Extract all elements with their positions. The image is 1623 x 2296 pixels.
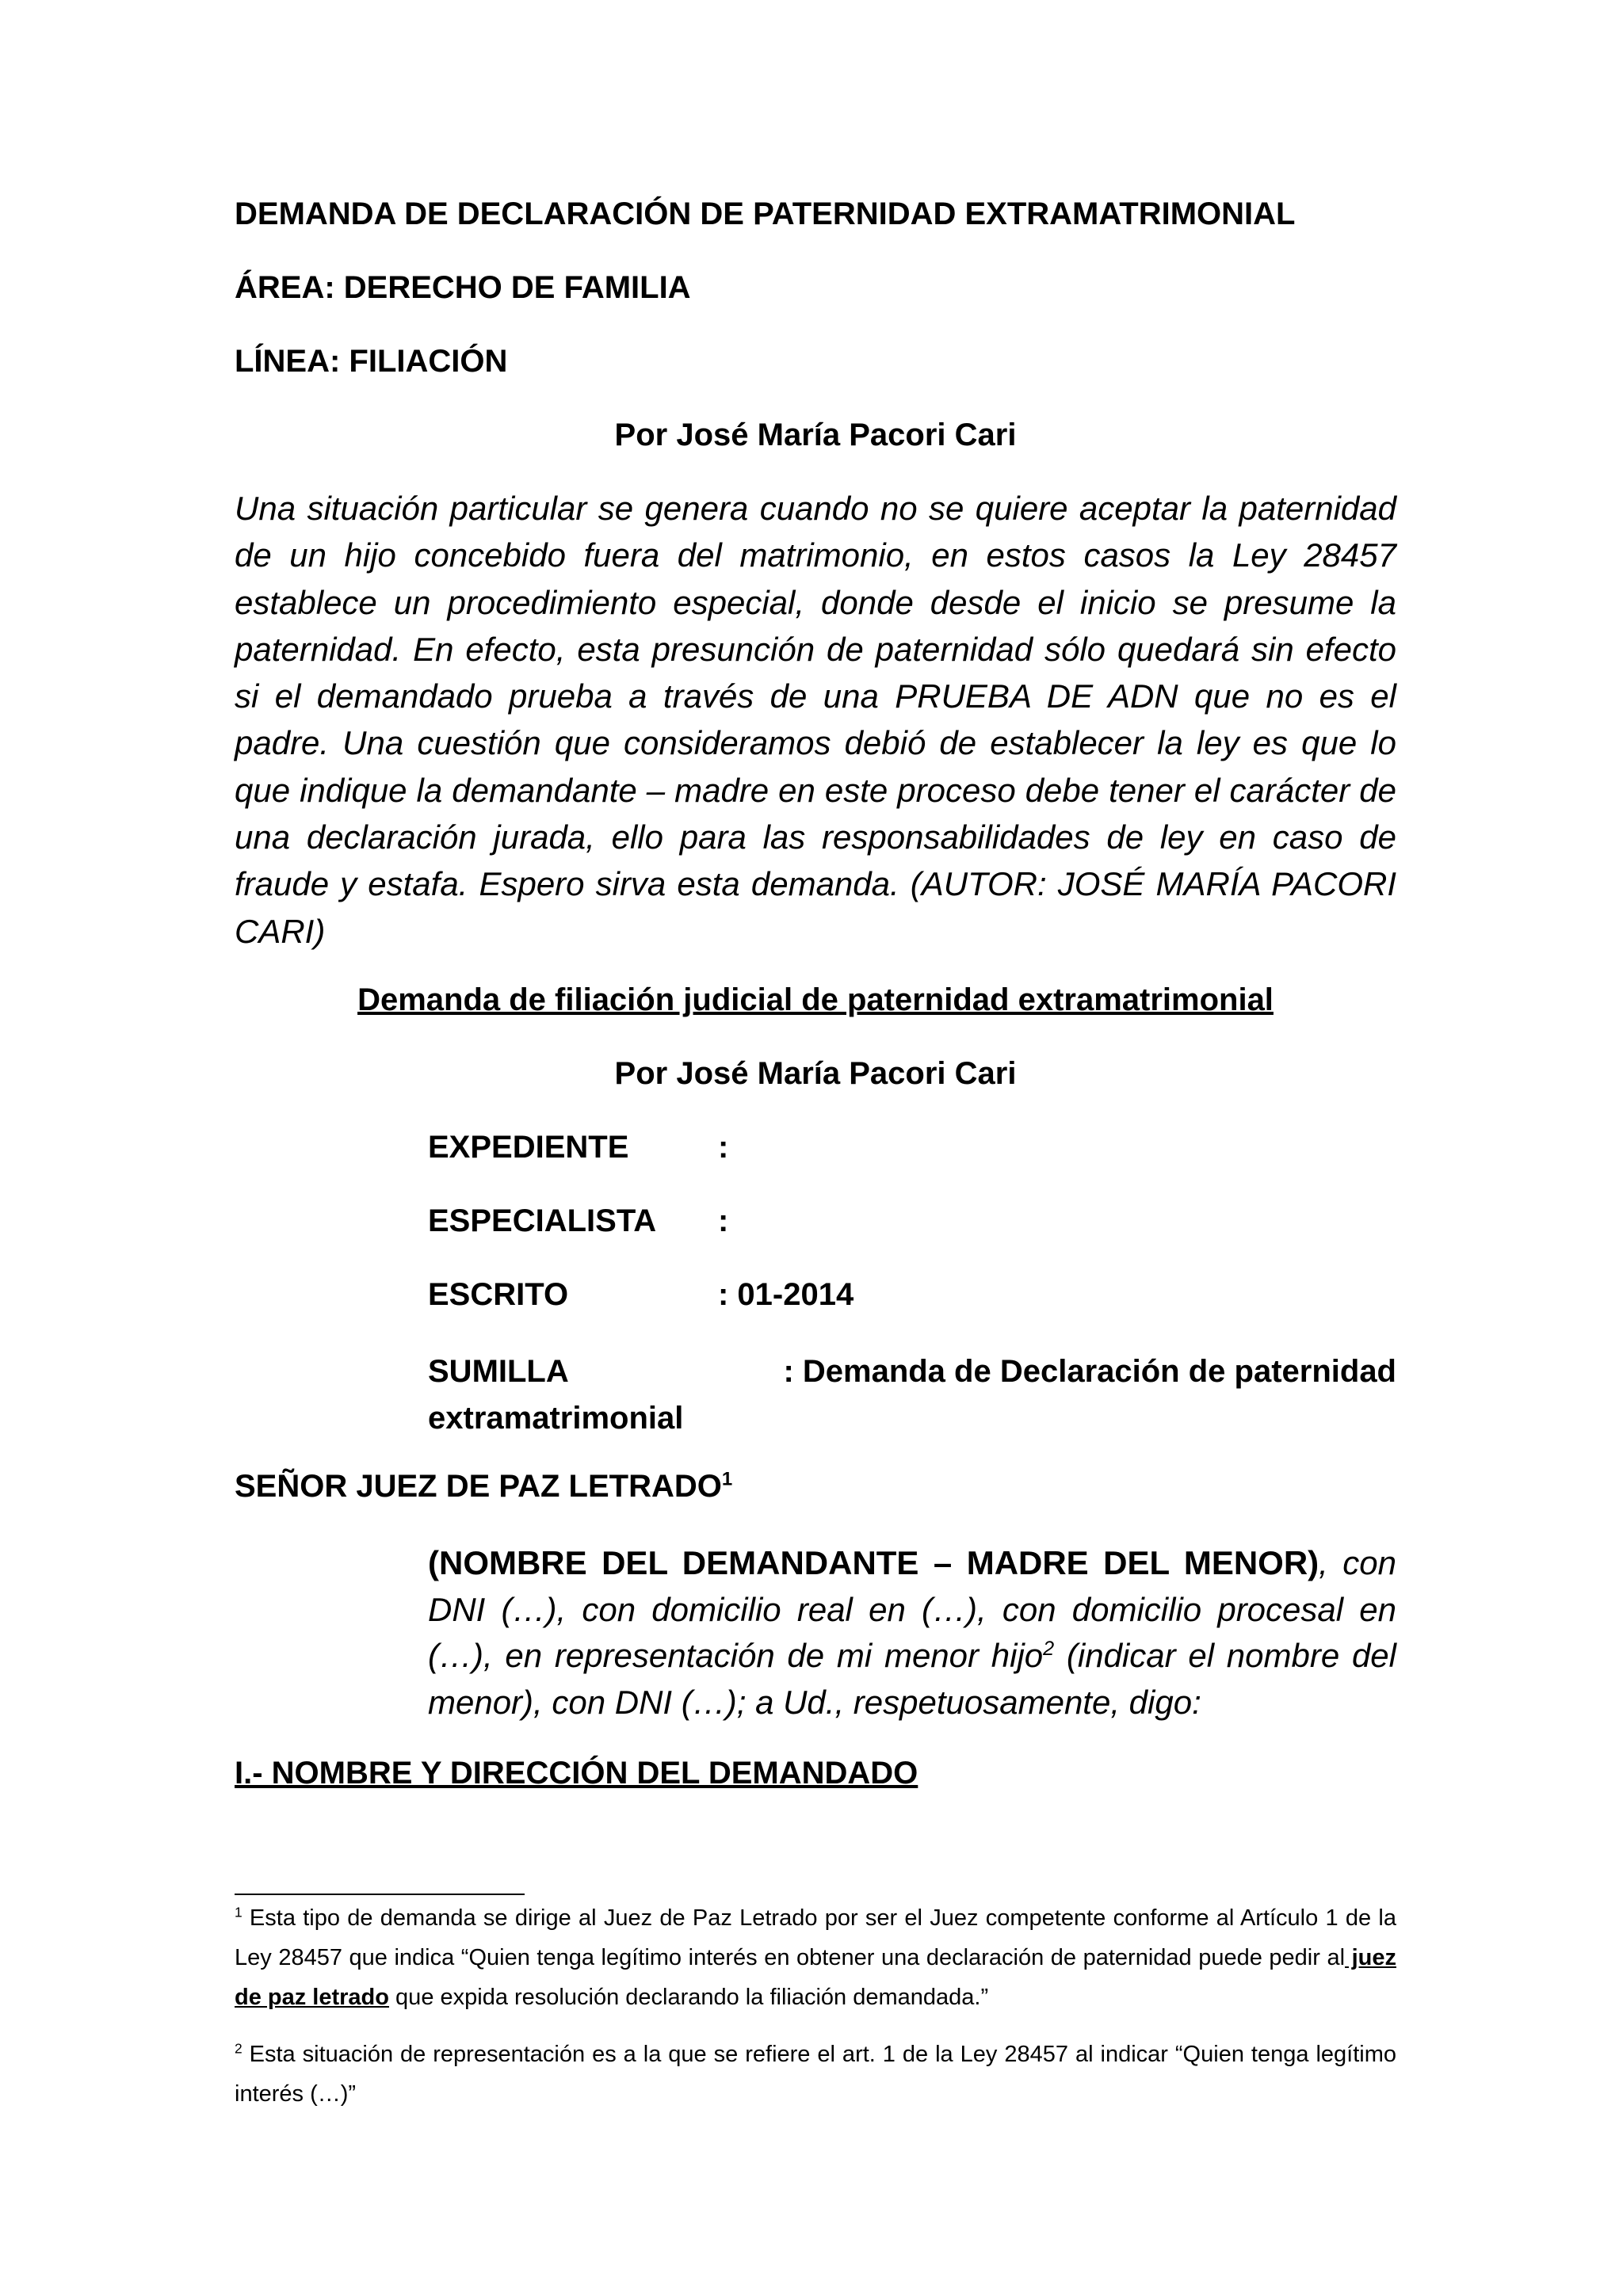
footnote-1-bold: juez de paz letrado [235,1945,1396,2010]
linea-line: LÍNEA: FILIACIÓN [235,344,508,379]
footnote-divider [235,1894,525,1895]
document-subtitle: Demanda de filiación judicial de paternidad extramatrimonial [357,982,1274,1017]
meta-escrito [428,1277,854,1313]
meta-especialista [428,1203,728,1239]
footnote-1-number: 1 [235,1904,242,1920]
expediente-label: EXPEDIENTE [428,1130,629,1165]
expediente-value: : [718,1130,729,1165]
especialista-label: ESPECIALISTA [428,1203,657,1238]
addressee [235,1469,732,1505]
meta-expediente [428,1130,728,1165]
intro-paragraph: Una situación particular se genera cuando no se quiere aceptar la paternidad de un hijo concebido fuera del matrimonio, en estos casos la Ley 28457 establece un procedimiento especial, donde desde el inicio se presume la paternidad. En efecto, esta presunción de paternidad sólo quedará sin efecto si el demandado prueba a través de una PRUEBA DE ADN que no es el padre. Una cuestión que consideramos debió de establecer la ley es que lo que indique la demandante – madre en este proceso debe tener el carácter de una declaración jurada, ello para las responsabilidades de ley en caso de fraude y estafa. Espero sirva esta demanda. (AUTOR: JOSÉ MARÍA PACORI CARI) [235,490,1396,950]
petition-text-b: (indicar el nombre del menor), con DNI (…); a Ud., respetuosamente, digo: [428,1637,1396,1721]
author-line: Por José María Pacori Cari [614,418,1017,452]
petitioner-name: (NOMBRE DEL DEMANDANTE – MADRE DEL MENOR) [428,1544,1319,1581]
footnote-2-text: Esta situación de representación es a la que se refiere el art. 1 de la Ley 28457 al indicar “Quien tenga legítimo interés (…)” [235,2042,1396,2107]
area-line: ÁREA: DERECHO DE FAMILIA [235,270,691,305]
footnote-1-text-a: Esta tipo de demanda se dirige al Juez de Paz Letrado por ser el Juez competente conforme al Artículo 1 de la Ley 28457 que indica “Quien tenga legítimo interés en obtener una declaración de paternidad puede pedir al [235,1905,1396,1970]
escrito-label: ESCRITO [428,1277,569,1312]
sumilla-label: SUMILLA [428,1354,569,1389]
sumilla-value: : Demanda de Declaración de paternidad [783,1354,1396,1389]
meta-sumilla [428,1348,1396,1442]
footnote-2-number: 2 [235,2040,242,2057]
addressee-text: SEÑOR JUEZ DE PAZ LETRADO [235,1469,722,1504]
petition-paragraph [428,1540,1396,1726]
especialista-value: : [718,1203,729,1238]
footnote-2 [235,2035,1396,2114]
author-line-2: Por José María Pacori Cari [614,1056,1017,1091]
footnote-ref-2: 2 [1043,1638,1055,1660]
footnote-1-text-b: que expida resolución declarando la filiación demandada.” [389,1985,989,2010]
footnote-1 [235,1898,1396,2017]
petition-text-a: , con DNI (…), con domicilio real en (…), con domicilio procesal en (…), en representación de mi menor hijo [428,1544,1396,1674]
document-title: DEMANDA DE DECLARACIÓN DE PATERNIDAD EXTRAMATRIMONIAL [235,196,1296,231]
section-heading-1: I.- NOMBRE Y DIRECCIÓN DEL DEMANDADO [235,1756,918,1791]
escrito-value: : 01-2014 [718,1277,854,1312]
sumilla-value-cont: extramatrimonial [428,1401,684,1436]
footnote-ref-1: 1 [721,1468,733,1490]
